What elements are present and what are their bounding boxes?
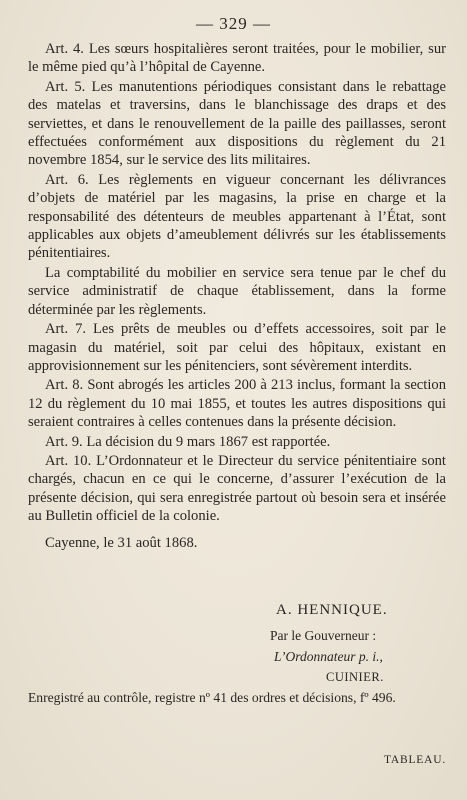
article-7: Art. 7. Les prêts de meubles ou d’effets accessoires, soit par le magasin du matériel, soit par celui des hôpitaux, existant en approvisionnement sur les pénitenciers, sont sévèrement interdits. xyxy=(28,321,446,374)
body-text xyxy=(28,40,446,552)
article-8: Art. 8. Sont abrogés les articles 200 à 213 inclus, formant la section 12 du règlement du 10 mai 1855, et toutes les autres dispositions qui seraient contraires à celles contenues dans la présente décision. xyxy=(28,377,446,431)
article-9: Art. 9. La décision du 9 mars 1867 est rapportée. xyxy=(45,433,331,450)
par-le-gouverneur: Par le Gouverneur : xyxy=(270,628,377,643)
article-4: Art. 4. Les sœurs hospitalières seront traitées, pour le mobilier, sur le même pied qu’à l’hôpital de Cayenne. xyxy=(28,41,446,76)
article-10: Art. 10. L’Ordonnateur et le Directeur du service pénitentiaire sont chargés, chacun en ce qui le concerne, d’assurer l’exécution de la présente décision, qui sera enregistrée partout où besoin sera et insérée au Bulletin officiel de la colonie. xyxy=(28,452,446,525)
ordonnateur-title xyxy=(274,649,383,665)
ordonnateur-label: L’Ordonnateur p. i., xyxy=(274,649,383,664)
registration-note: Enregistré au contrôle, registre nº 41 des ordres et décisions, fº 496. xyxy=(28,690,396,705)
article-6: Art. 6. Les règlements en vigueur concernant les délivrances d’objets de matériel par les magasins, la prise en charge et la responsabilité des détenteurs de meubles appartenant à l’État, sont applicables aux objets d’ameublement délivrés sur les établissements pénitentiaires. xyxy=(28,171,446,262)
comptabilite-paragraph: La comptabilité du mobilier en service sera tenue par le chef du service administratif de chaque établissement, dans la forme déterminée par les règlements. xyxy=(28,264,446,318)
cuinier-signature: CUINIER. xyxy=(326,670,384,684)
date-line: Cayenne, le 31 août 1868. xyxy=(45,534,198,551)
signer-name: A. HENNIQUE. xyxy=(276,602,388,618)
article-5: Art. 5. Les manutentions périodiques consistant dans le rebattage des matelas et traversins, dans le blanchissage des draps et des serviettes, et dans le renouvellement de la paille des paillasses, seront effectuées conformément aux dispositions du règlement du 21 novembre 1854, sur le service des lits militaires. xyxy=(28,78,446,169)
catchword: TABLEAU. xyxy=(384,754,447,766)
page-number: — 329 — xyxy=(196,14,271,33)
